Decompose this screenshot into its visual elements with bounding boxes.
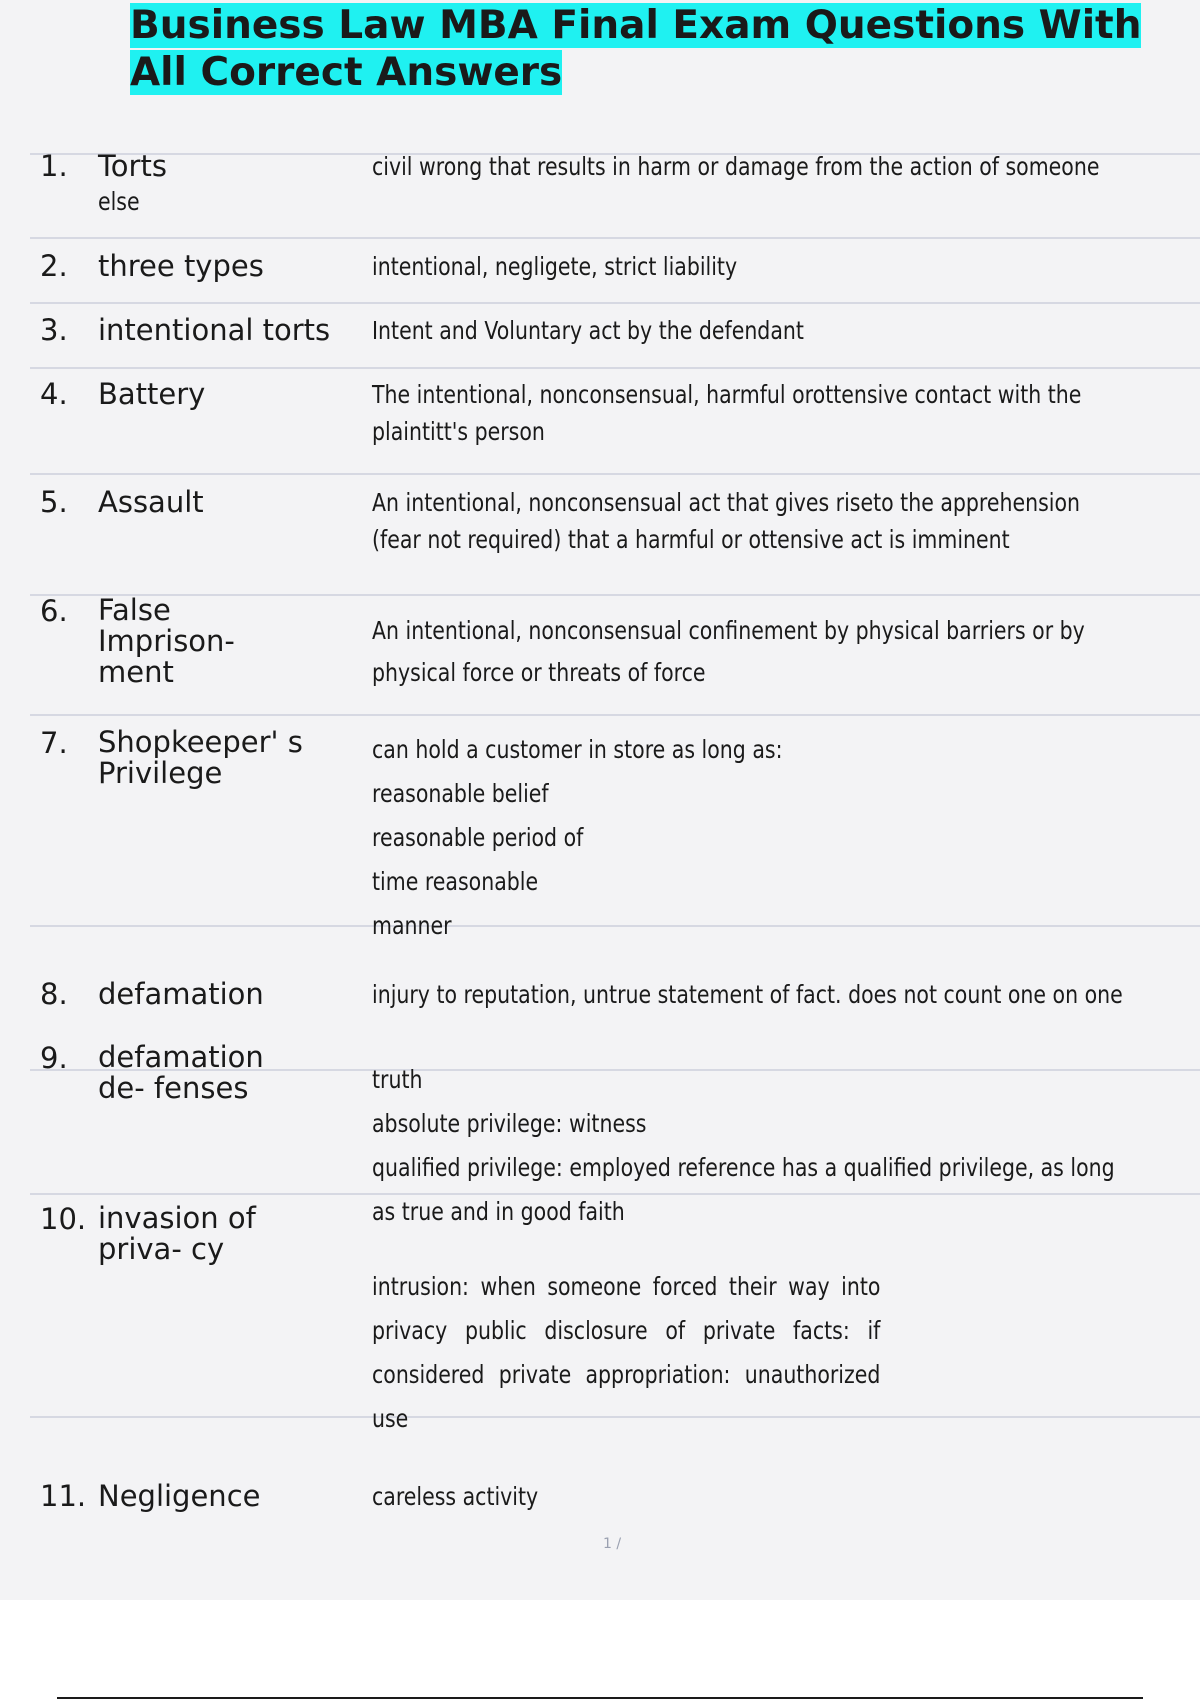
page-number: 1 / bbox=[603, 1536, 622, 1552]
item-number: 6. bbox=[40, 594, 68, 628]
item-term: defamation de- fenses bbox=[98, 1040, 264, 1105]
item-definition: An intentional, nonconsensual confinement by physical barriers or by physical force or threats of force bbox=[372, 616, 1085, 687]
term-continuation: else bbox=[98, 187, 140, 216]
item-definition: An intentional, nonconsensual act that gives riseto the apprehension (fear not required) that a harmful or ottensive act is imminent bbox=[372, 488, 1081, 554]
item-number: 7. bbox=[40, 726, 68, 760]
item-term: Negligence bbox=[98, 1479, 261, 1513]
item-number: 10. bbox=[40, 1202, 87, 1236]
item-definition: intrusion: when someone forced their way into privacy public disclosure of private facts: if considered private appropriation: unauthorized use bbox=[372, 1272, 881, 1433]
item-definition: can hold a customer in store as long as: reasonable belief reasonable period of time reasonable manner bbox=[372, 735, 783, 940]
item-number: 5. bbox=[40, 485, 68, 519]
item-term: Battery bbox=[98, 377, 206, 411]
item-definition: injury to reputation, untrue statement of fact. does not count one on one bbox=[372, 980, 1123, 1009]
item-number: 4. bbox=[40, 377, 68, 411]
item-term: invasion of priva- cy bbox=[98, 1201, 256, 1266]
item-number: 2. bbox=[40, 249, 68, 283]
item-term: defamation bbox=[98, 977, 264, 1011]
item-term: Shopkeeper' s Privilege bbox=[98, 725, 303, 790]
item-term: False Imprison- ment bbox=[98, 593, 235, 689]
item-number: 8. bbox=[40, 977, 68, 1011]
item-definition: intentional, negligete, strict liability bbox=[372, 252, 738, 281]
item-definition: civil wrong that results in harm or damage from the action of someone bbox=[372, 152, 1100, 181]
item-definition: Intent and Voluntary act by the defendant bbox=[372, 316, 804, 345]
item-number: 9. bbox=[40, 1041, 68, 1075]
item-term: Assault bbox=[98, 485, 204, 519]
item-term: intentional torts bbox=[98, 313, 331, 347]
row-divider bbox=[30, 237, 1200, 239]
item-definition: careless activity bbox=[372, 1482, 539, 1511]
row-divider bbox=[30, 714, 1200, 716]
bottom-rule bbox=[57, 1697, 1143, 1699]
row-divider bbox=[30, 473, 1200, 475]
row-divider bbox=[30, 367, 1200, 369]
item-number: 11. bbox=[40, 1479, 87, 1513]
item-term: Torts else bbox=[98, 150, 363, 220]
item-number: 3. bbox=[40, 313, 68, 347]
item-term: three types bbox=[98, 249, 264, 283]
item-definition: truth absolute privilege: witness qualified privilege: employed reference has a qualified privilege, as long as true and in good faith bbox=[372, 1065, 1115, 1226]
item-definition: The intentional, nonconsensual, harmful orottensive contact with the plaintitt's person bbox=[372, 380, 1082, 446]
item-number: 1. bbox=[40, 149, 68, 183]
row-divider bbox=[30, 302, 1200, 304]
document-title: Business Law MBA Final Exam Questions With All Correct Answers bbox=[130, 3, 1142, 95]
